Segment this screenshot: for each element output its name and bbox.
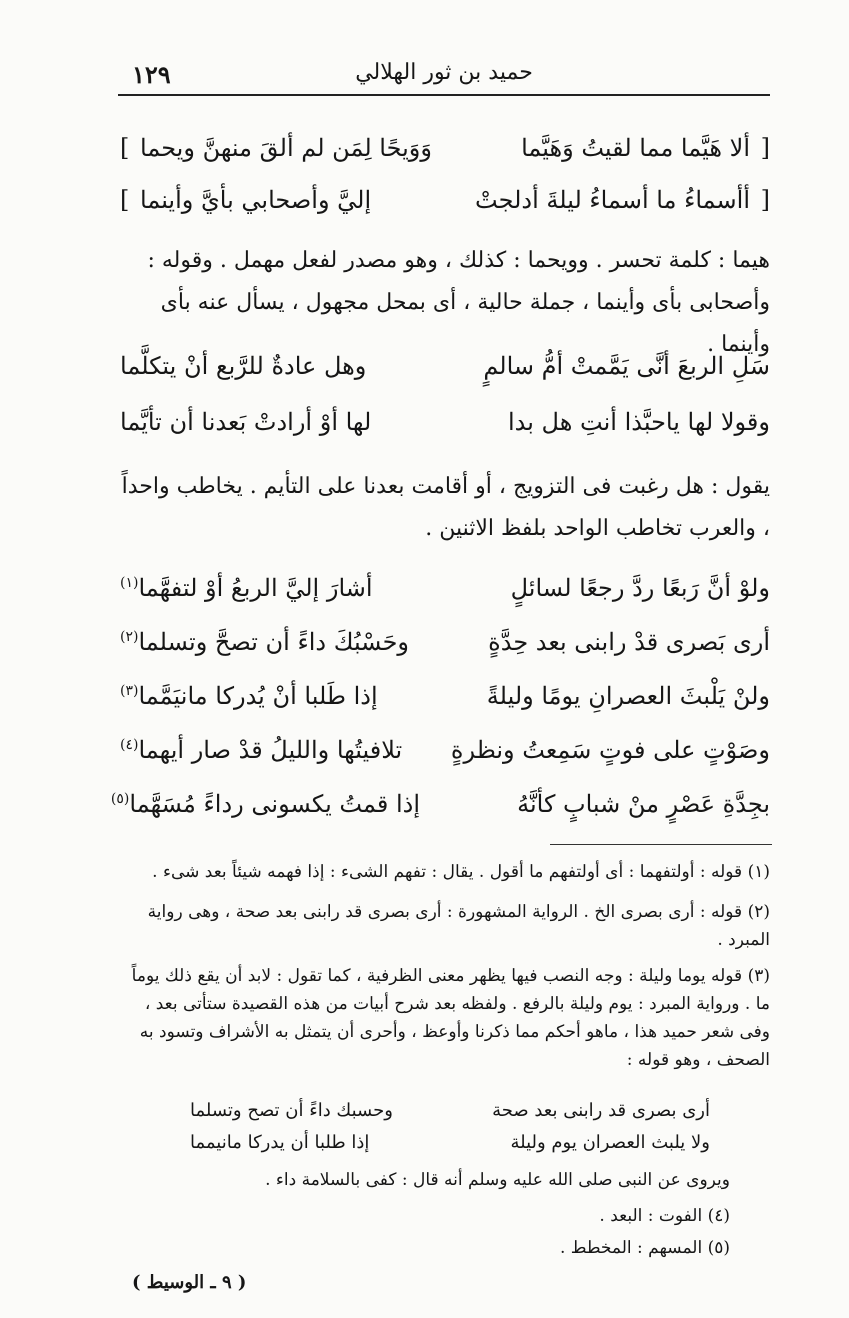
footnote-ref: (٤)	[120, 737, 139, 753]
verse-first-hemistich: سَلِ الربعَ أنَّى يَمَّمتْ أمُّ سالمٍ	[483, 352, 770, 380]
footnote-verse-line	[190, 1130, 710, 1160]
verse-second-hemistich: إليَّ وأصحابي بأيَّ وأينما	[140, 186, 372, 214]
verse-line	[120, 622, 770, 666]
page-header	[118, 52, 770, 96]
footnote-2: (٢) قوله : أرى بصرى الخ . الرواية المشهورة : أرى بصرى قد رابنى بعد صحة ، وهى رواية المبرد .	[147, 902, 770, 950]
commentary-paragraph: هيما : كلمة تحسر . وويحما : كذلك ، وهو مصدر لفعل مهمل . وقوله : وأصحابى بأى وأينما ، جملة حالية ، أى بمحل مجهول ، يسأل عنه بأى وأينما .	[147, 248, 770, 357]
verse-first-hemistich: وقولا لها ياحبَّذا أنتِ هل بدا	[507, 408, 770, 436]
verse-second-hemistich	[120, 736, 420, 764]
verse-second-hemistich: لها أوْ أرادتْ بَعدنا أن تأيَّما	[120, 408, 372, 436]
verse-line	[120, 180, 770, 224]
footnote-ref: (١)	[120, 575, 139, 591]
verse-line	[110, 784, 770, 828]
verse-first-hemistich: أأسماءُ ما أسماءُ ليلةَ أدلجتْ	[475, 186, 750, 214]
verse-text: وحَسْبُكَ داءً أن تصحَّ وتسلما	[138, 628, 410, 656]
verse-line	[120, 730, 770, 774]
verse-text: أشارَ إليَّ الربعُ أوْ لتفهَّما	[138, 574, 373, 602]
bracket-open: [	[760, 186, 770, 214]
verse-first-hemistich: ولا يلبث العصران يوم وليلة	[510, 1132, 710, 1153]
footnote-1: (١) قوله : أولتفهما : أى أولتفهم ما أقول . يقال : تفهم الشىء : إذا فهمه شيئاً بعد شىء .	[152, 862, 770, 882]
verse-line	[120, 568, 770, 612]
footnote-verse-line	[190, 1098, 710, 1128]
footnote-5: (٥) المسهم : المخطط .	[560, 1238, 730, 1258]
running-title: حميد بن ثور الهلالي	[355, 60, 533, 85]
footnote-ref: (٣)	[120, 683, 139, 699]
verse-line	[120, 346, 770, 390]
footnote-ref: (٢)	[120, 629, 139, 645]
verse-line	[120, 402, 770, 446]
verse-second-hemistich	[120, 682, 420, 710]
verse-first-hemistich: أرى بَصرى قدْ رابنى بعد حِدَّةٍ	[488, 628, 770, 656]
bracket-open: [	[760, 134, 770, 162]
commentary-paragraph: يقول : هل رغبت فى التزويج ، أو أقامت بعدنا على التأيم . يخاطب واحداً ، والعرب تخاطب الواحد بلفظ الاثنين .	[121, 474, 770, 541]
footnote-ref: (٥)	[110, 791, 130, 807]
footnote-3-tail: ويروى عن النبى صلى الله عليه وسلم أنه قال : كفى بالسلامة داء .	[265, 1170, 730, 1190]
verse-text: تلافيتُها والليلُ قدْ صار أيهما	[138, 736, 403, 764]
verse-line	[120, 128, 770, 172]
verse-line	[120, 676, 770, 720]
bracket-close: ]	[120, 134, 130, 162]
verse-text: إذا طَلبا أنْ يُدركا مانيَمَّما	[138, 682, 378, 710]
verse-second-hemistich	[110, 790, 420, 818]
verse-first-hemistich: بجِدَّةِ عَصْرٍ منْ شبابٍ كأنَّهُ	[517, 790, 770, 818]
verse-first-hemistich: ولوْ أنَّ رَبعًا ردَّ رجعًا لسائلٍ	[510, 574, 770, 602]
signature-mark: ( ٩ ـ الوسيط )	[132, 1272, 247, 1293]
verse-first-hemistich: ألا هَيَّما مما لقيتُ وَهَيَّما	[521, 134, 750, 162]
verse-second-hemistich: وهل عادةٌ للرَّبع أنْ يتكلَّما	[120, 352, 367, 380]
footnote-4: (٤) الفوت : البعد .	[599, 1206, 730, 1226]
footnote-divider	[550, 844, 772, 845]
verse-first-hemistich: وصَوْتٍ على فوتٍ سَمِعتُ ونظرةٍ	[450, 736, 770, 764]
bracket-close: ]	[120, 186, 130, 214]
verse-text: إذا قمتُ يكسونى رداءً مُسَهَّما	[129, 790, 420, 818]
verse-first-hemistich: أرى بصرى قد رابنى بعد صحة	[492, 1100, 710, 1121]
footnote-3: (٣) قوله يوما وليلة : وجه النصب فيها يظهر معنى الظرفية ، كما تقول : لابد أن يقع ذلك يوماً ما . ورواية المبرد : يوم وليلة بالرفع . ولفظه بعد شرح أبيات من هذه القصيدة ستأتى بعد ، وفى شعر حميد هذا ، ماهو أحكم مما ذكرنا وأوعظ ، وأحرى أن يتمثل به الأشراف وتسود به الصحف ، وهو قوله :	[131, 966, 770, 1070]
verse-second-hemistich	[120, 574, 420, 602]
verse-second-hemistich: وحسبك داءً أن تصح وتسلما	[190, 1100, 393, 1121]
verse-first-hemistich: ولنْ يَلْبثَ العصرانِ يومًا وليلةً	[486, 682, 770, 710]
verse-second-hemistich	[120, 628, 420, 656]
verse-second-hemistich: إذا طلبا أن يدركا مانيمما	[190, 1132, 370, 1153]
page-number: ١٢٩	[132, 60, 171, 89]
verse-second-hemistich: وَوَيحًا لِمَن لم ألقَ منهنَّ ويحما	[140, 134, 432, 162]
